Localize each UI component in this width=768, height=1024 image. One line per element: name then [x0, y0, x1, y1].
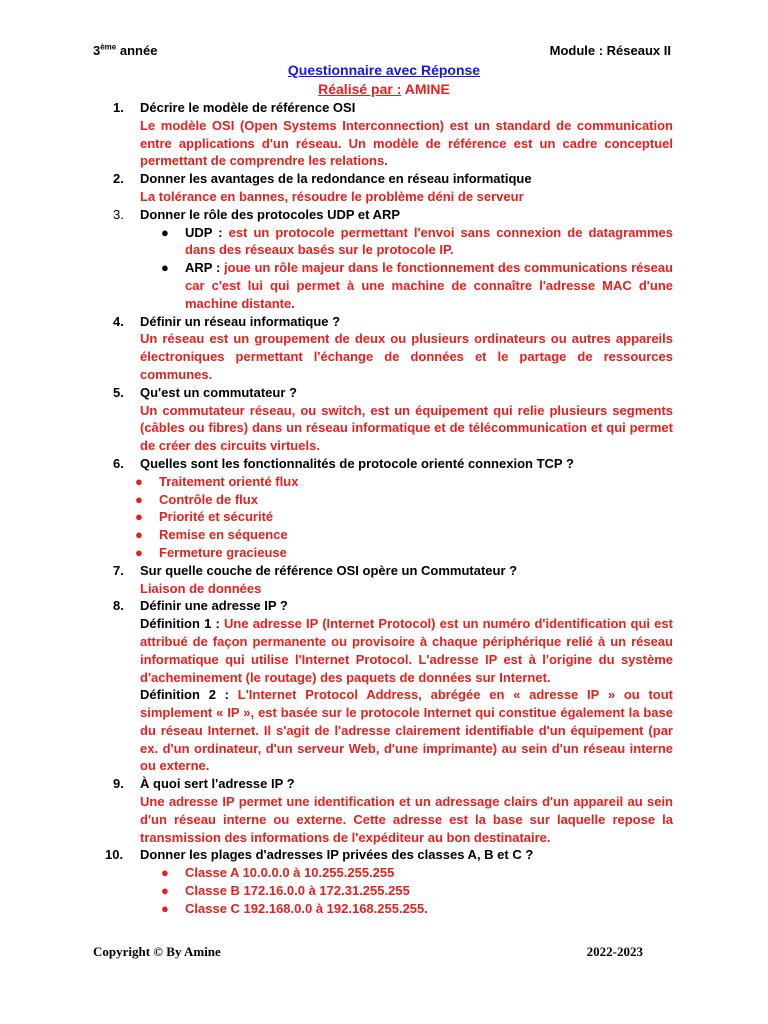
- bullet-icon: ●: [135, 509, 143, 525]
- question-number: 6.: [113, 455, 124, 471]
- question-number: 10.: [105, 847, 124, 863]
- question-2: [113, 170, 673, 206]
- footer-copyright: Copyright © By Amine: [93, 944, 221, 959]
- list-item: ● Classe C 192.168.0.0 à 192.168.255.255.: [161, 900, 428, 916]
- header-year: 3ème année: [93, 42, 158, 58]
- question-text: Définir un réseau informatique ?: [140, 313, 341, 329]
- question-4: [113, 313, 673, 384]
- definition-1: Définition 1 : Une adresse IP (Internet Protocol) est un numéro d'identification qui est attribué de façon permanente ou provisoire à chaque périphérique relié à un réseau informatique qui utilise l'Internet Protocol. L'adresse IP est à l'origine du système d'acheminement (le routage) des paquets de données sur Internet.: [140, 616, 673, 685]
- question-9: [113, 775, 673, 846]
- question-list: [105, 99, 673, 918]
- question-text: Donner les plages d'adresses IP privées des classes A, B et C ?: [140, 847, 534, 863]
- question-6: [113, 455, 673, 562]
- footer-year: 2022-2023: [586, 944, 643, 959]
- question-number: 9.: [113, 776, 124, 792]
- bullet-icon: ●: [135, 473, 143, 489]
- answer-text: La tolérance en bannes, résoudre le problème déni de serveur: [140, 188, 524, 204]
- question-text: Quelles sont les fonctionnalités de protocole orienté connexion TCP ?: [140, 455, 574, 471]
- question-text: Donner le rôle des protocoles UDP et ARP: [140, 206, 401, 222]
- question-1: [113, 99, 673, 170]
- bullet-icon: ●: [135, 544, 143, 560]
- list-item: ● Contrôle de flux: [135, 491, 258, 507]
- bullet-icon: ●: [161, 260, 169, 276]
- bullet-icon: ●: [161, 865, 169, 881]
- question-3: [113, 206, 673, 313]
- list-item: ● Priorité et sécurité: [135, 509, 274, 525]
- list-item: ● Fermeture gracieuse: [135, 544, 287, 560]
- answer-list: [113, 864, 673, 917]
- answer-text: Liaison de données: [140, 580, 262, 596]
- question-text: Décrire le modèle de référence OSI: [140, 100, 356, 115]
- list-item: ● Classe B 172.16.0.0 à 172.31.255.255: [161, 883, 410, 899]
- list-item: ● ARP : joue un rôle majeur dans le fonctionnement des communications réseau car c'est lui qui permet à une machine de connaître l'adresse MAC d'une machine distante.: [161, 260, 673, 311]
- list-item: ● Remise en séquence: [135, 527, 288, 543]
- question-text: À quoi sert l'adresse IP ?: [140, 776, 295, 792]
- question-10: [105, 846, 673, 917]
- answer-list: [113, 224, 673, 313]
- title-main: Questionnaire avec Réponse: [287, 62, 481, 78]
- list-item: ● Traitement orienté flux: [135, 473, 299, 489]
- question-text: Donner les avantages de la redondance en réseau informatique: [140, 171, 532, 187]
- author-label: Réalisé par :: [318, 81, 402, 97]
- question-text: Définir une adresse IP ?: [140, 598, 288, 614]
- definition-2: Définition 2 : L'Internet Protocol Address, abrégée en « adresse IP » ou tout simplement « IP », est basée sur le protocole Internet qui constitue également la base du réseau Internet. Il s'agit de l'adresse clairement identifiable d'un équipement (par ex. d'un ordinateur, d'un serveur Web, d'une imprimante) au sein d'un réseau interne ou externe.: [140, 687, 673, 774]
- answer-text: Une adresse IP permet une identification et un adressage clairs d'un appareil au sein d'un réseau interne ou externe. Cette adresse est la base sur laquelle repose la transmission des informations de l'expéditeur au bon destinataire.: [140, 794, 673, 845]
- bullet-icon: ●: [135, 527, 143, 543]
- list-item: ● Classe A 10.0.0.0 à 10.255.255.255: [161, 865, 395, 881]
- question-number: 7.: [113, 562, 124, 578]
- question-number: 3.: [113, 206, 124, 222]
- bullet-icon: ●: [135, 491, 143, 507]
- question-number: 5.: [113, 384, 124, 400]
- bullet-icon: ●: [161, 900, 169, 916]
- answer-text: Un commutateur réseau, ou switch, est un équipement qui relie plusieurs segments (câbles ou fibres) dans un réseau informatique et de télécommunication et qui permet de créer des circuits virtuels.: [140, 402, 673, 454]
- answer-text: Un réseau est un groupement de deux ou plusieurs ordinateurs ou autres appareils électroniques permettant l'échange de données et le partage de ressources communes.: [140, 331, 673, 382]
- header-module: Module : Réseaux II: [549, 43, 671, 58]
- bullet-icon: ●: [161, 883, 169, 899]
- document-title: [0, 61, 768, 99]
- question-number: 4.: [113, 313, 124, 329]
- question-number: 2.: [113, 171, 124, 187]
- question-5: [113, 384, 673, 455]
- list-item: ● UDP : est un protocole permettant l'envoi sans connexion de datagrammes dans des réseaux basés sur le protocole IP.: [161, 224, 673, 258]
- answer-list: [113, 473, 673, 562]
- question-number: 1.: [113, 100, 124, 115]
- question-7: [113, 562, 673, 598]
- question-text: Qu'est un commutateur ?: [140, 384, 297, 400]
- bullet-icon: ●: [161, 224, 169, 240]
- question-number: 8.: [113, 598, 124, 614]
- question-text: Sur quelle couche de référence OSI opère un Commutateur ?: [140, 562, 518, 578]
- author-name: AMINE: [401, 81, 450, 97]
- question-8: [113, 597, 673, 775]
- answer-text: Le modèle OSI (Open Systems Interconnection) est un standard de communication entre applications d'un réseau. Un modèle de référence est un cadre conceptuel permettant de comprendre les relations.: [140, 117, 673, 169]
